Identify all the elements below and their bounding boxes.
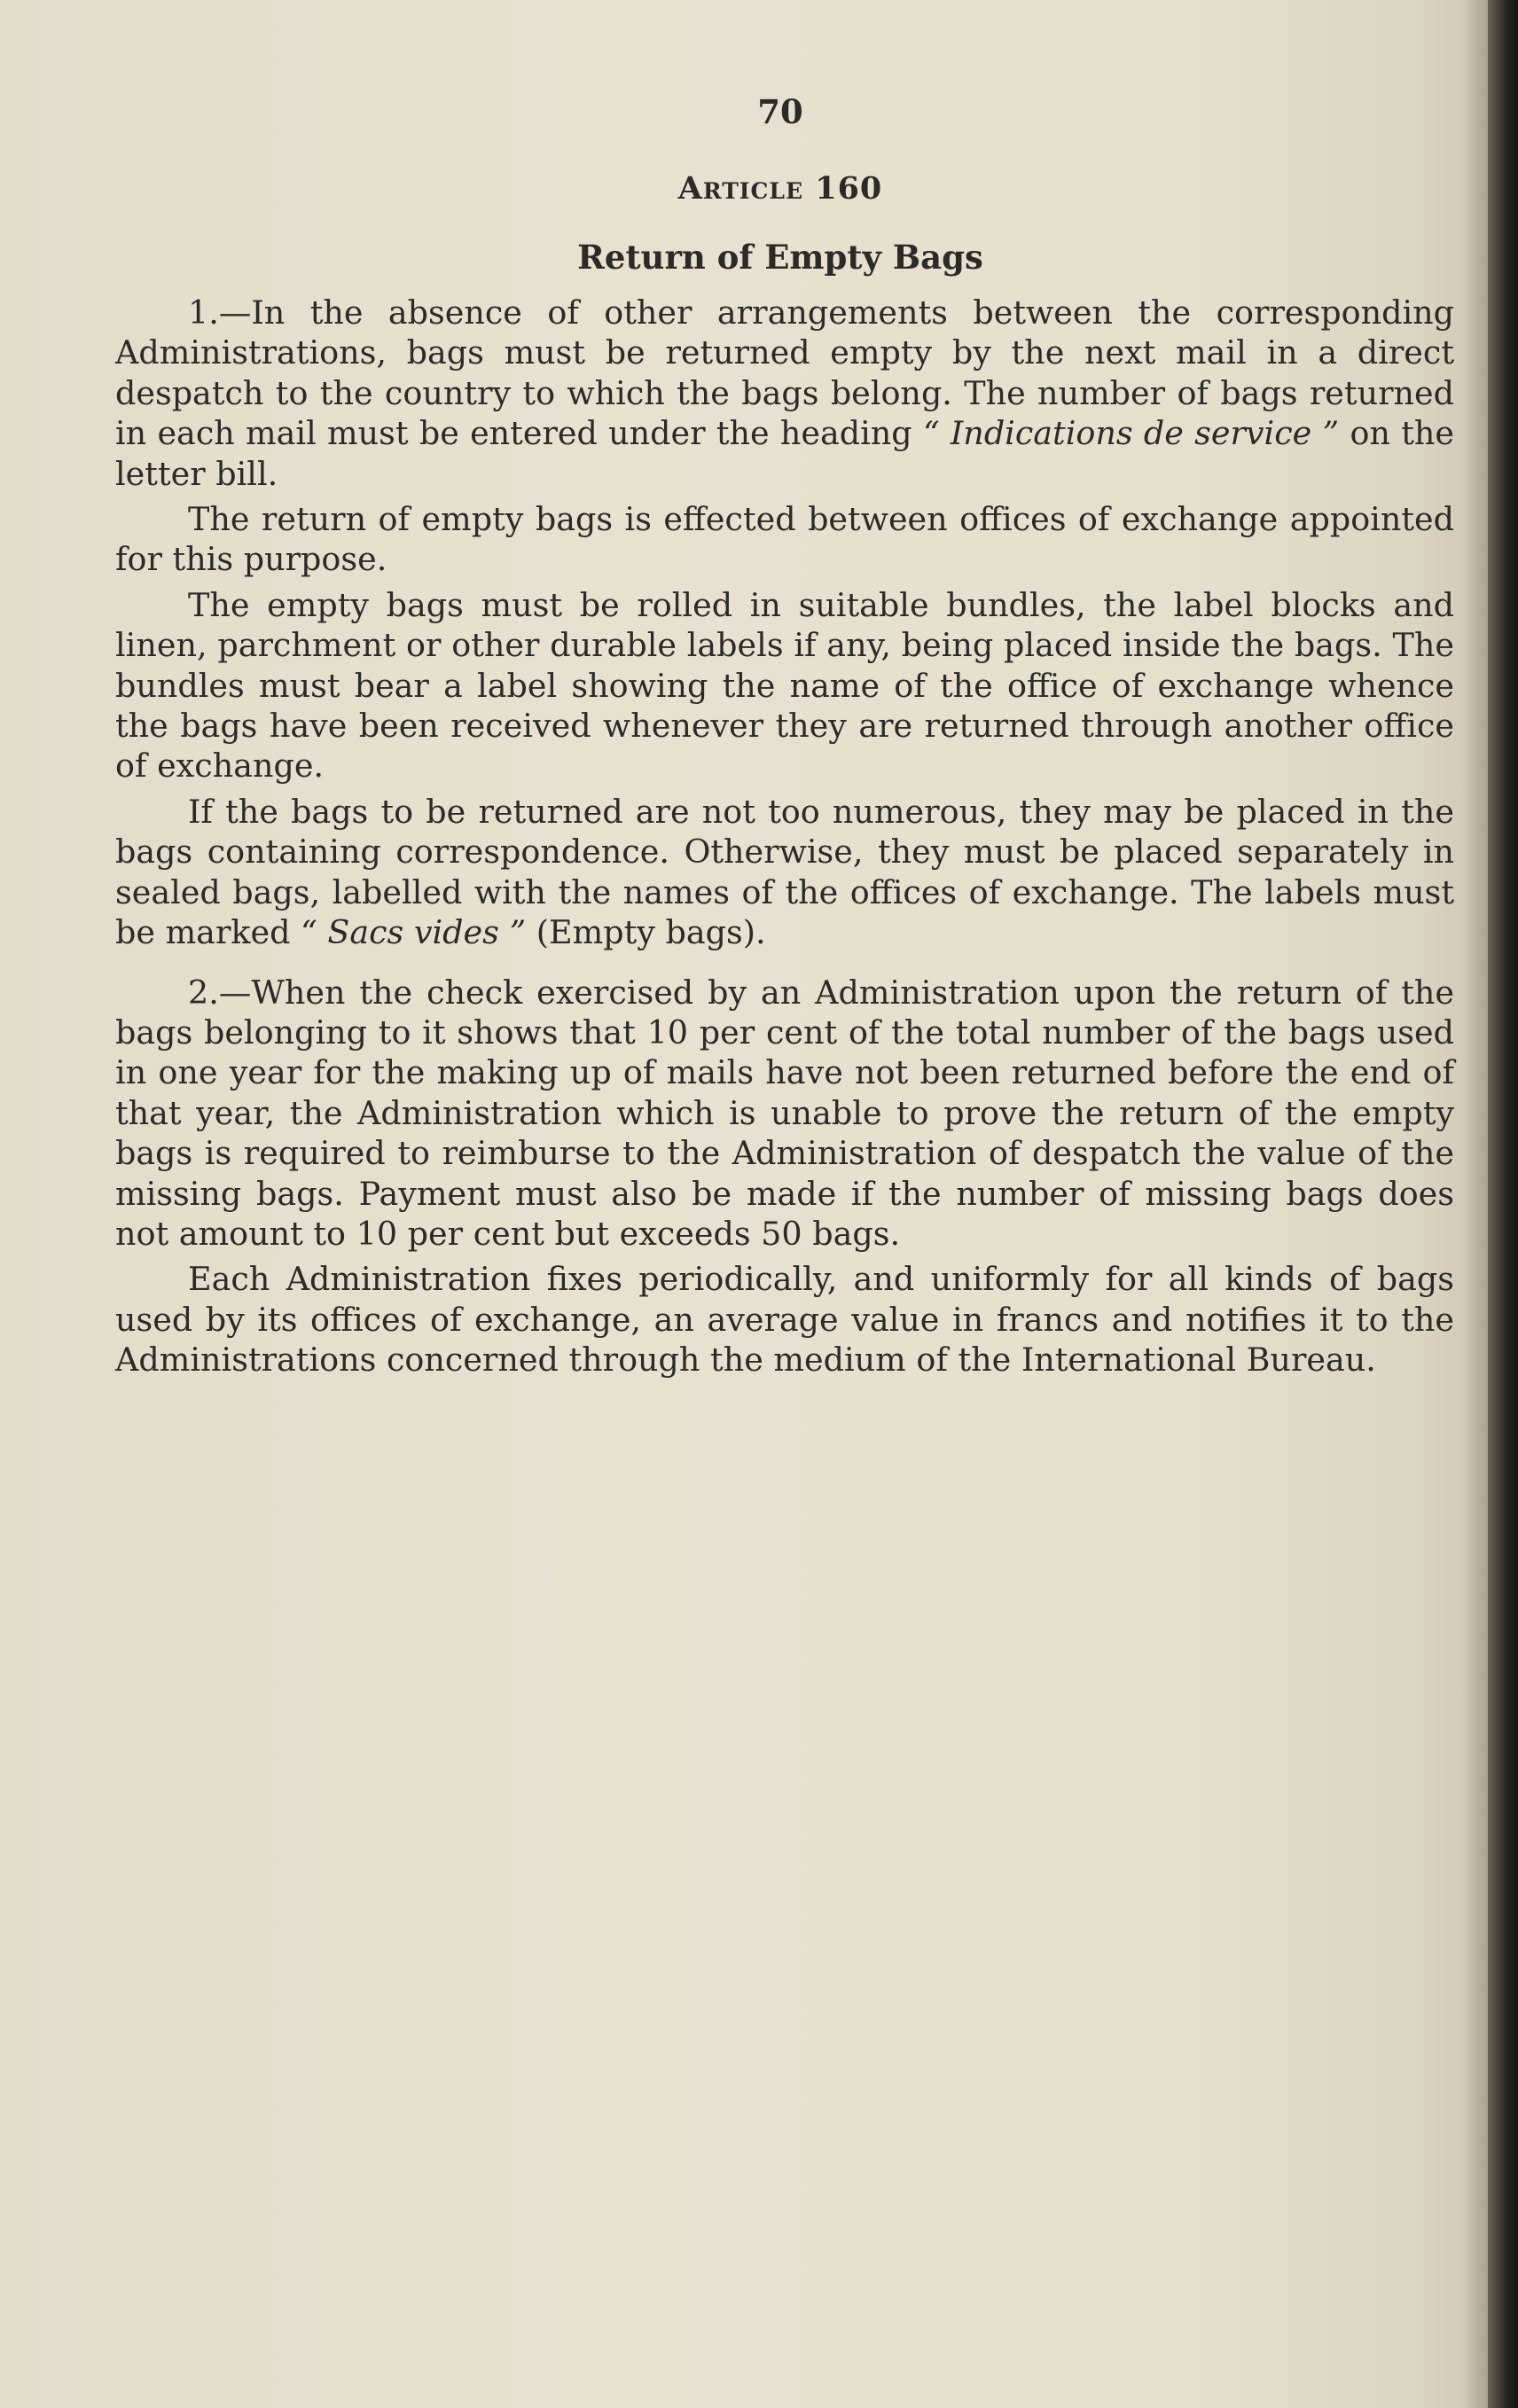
text-run: 2.—When the check exercised by an Administration upon the return of the bags belonging to it shows that 10 per cent of the total number of the bags used in one year for the making up of mails have not been returned before the end of that year, the Administration which is unable to prove the return of the empty bags is required to reimburse to the Administration of despatch the value of the missing bags. Payment must also be made if the number of missing bags does not amount to 10 per cent but exceeds 50 bags. [115,973,1454,1253]
paragraph-3 [115,585,1454,786]
text-run: Each Administration fixes periodically, and uniformly for all kinds of bags used by its offices of exchange, an average value in francs and notifies it to the Administrations concerned through the medium of the International Bureau. [115,1260,1454,1380]
paragraph-5 [115,973,1454,1255]
paragraph-1 [115,293,1454,494]
paragraph-4 [115,792,1454,953]
page-number: 70 [757,92,803,131]
section-title: Return of Empty Bags [577,238,983,277]
paragraph-2 [115,499,1454,580]
paragraph-6 [115,1259,1454,1380]
book-binding-edge [1488,0,1518,2408]
article-heading-text: Article 160 [677,170,883,207]
article-heading [0,170,1518,207]
italic-phrase: “ Indications de service ” [922,414,1340,453]
text-run: The empty bags must be rolled in suitable bundles, the label blocks and linen, parchment or other durable labels if any, being placed inside the bags. The bundles must bear a label showing the name of the office of exchange whence the bags have been received whenever they are returned through another office of exchange. [115,585,1454,786]
article-body [115,293,1454,1380]
text-run: 1.—In the absence of other arrangements between the corresponding Administrations, bags must be returned empty by the next mail in a direct despatch to the country to which the bags belong. The number of bags returned in each mail must be entered under the heading [115,293,1454,453]
text-run: If the bags to be returned are not too numerous, they may be placed in the bags containing correspondence. Otherwise, they must be placed separately in sealed bags, labelled with the names of the offices of exchange. The labels must be marked [115,792,1454,952]
text-run: The return of empty bags is effected between offices of exchange appointed for this purpose. [115,500,1454,579]
text-run: (Empty bags). [526,913,766,952]
text-run: on the letter bill. [115,414,1454,493]
italic-phrase: “ Sacs vides ” [301,913,527,952]
